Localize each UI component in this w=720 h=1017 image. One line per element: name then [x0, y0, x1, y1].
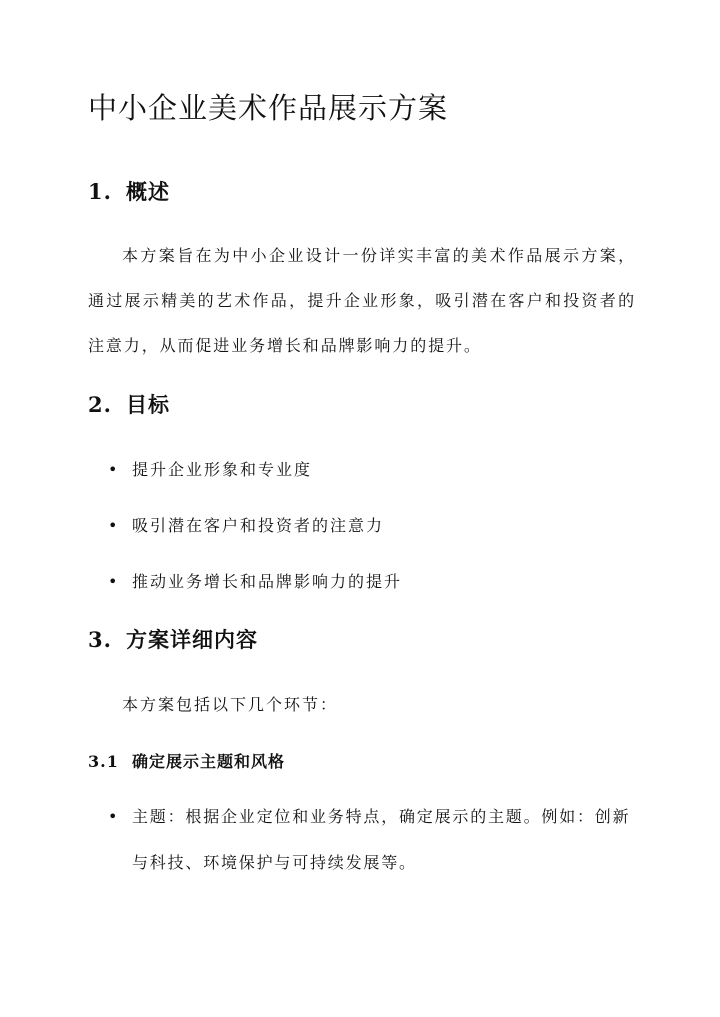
section-title: 方案详细内容 [126, 627, 258, 652]
section-title: 目标 [126, 392, 170, 417]
list-item-text: 主题：根据企业定位和业务特点，确定展示的主题。例如：创新与科技、环境保护与可持续发展等。 [132, 807, 631, 872]
subsection-number: 3.1 [88, 752, 119, 771]
list-item-text: 吸引潜在客户和投资者的注意力 [132, 516, 385, 535]
section-heading-overview [88, 176, 170, 206]
subsection-title: 确定展示主题和风格 [132, 752, 286, 771]
list-item [108, 513, 384, 536]
bullet-icon: • [108, 807, 120, 826]
section-number: 1. [88, 179, 112, 204]
section-title: 概述 [126, 179, 170, 204]
details-intro: 本方案包括以下几个环节： [122, 695, 339, 714]
list-item [108, 457, 312, 480]
subsection-heading-theme-style [88, 749, 285, 772]
bullet-icon: • [108, 572, 120, 591]
section-number: 2. [88, 392, 112, 417]
section-heading-goals [88, 389, 170, 419]
bullet-icon: • [108, 460, 120, 479]
section-number: 3. [88, 627, 112, 652]
section-heading-details [88, 624, 258, 654]
list-item [108, 794, 642, 886]
list-item [108, 569, 402, 592]
list-item-text: 推动业务增长和品牌影响力的提升 [132, 572, 403, 591]
list-item-text: 提升企业形象和专业度 [132, 460, 313, 479]
overview-paragraph: 本方案旨在为中小企业设计一份详实丰富的美术作品展示方案，通过展示精美的艺术作品，提升企业形象，吸引潜在客户和投资者的注意力，从而促进业务增长和品牌影响力的提升。 [88, 246, 636, 355]
bullet-icon: • [108, 516, 120, 535]
document-title: 中小企业美术作品展示方案 [88, 91, 449, 125]
